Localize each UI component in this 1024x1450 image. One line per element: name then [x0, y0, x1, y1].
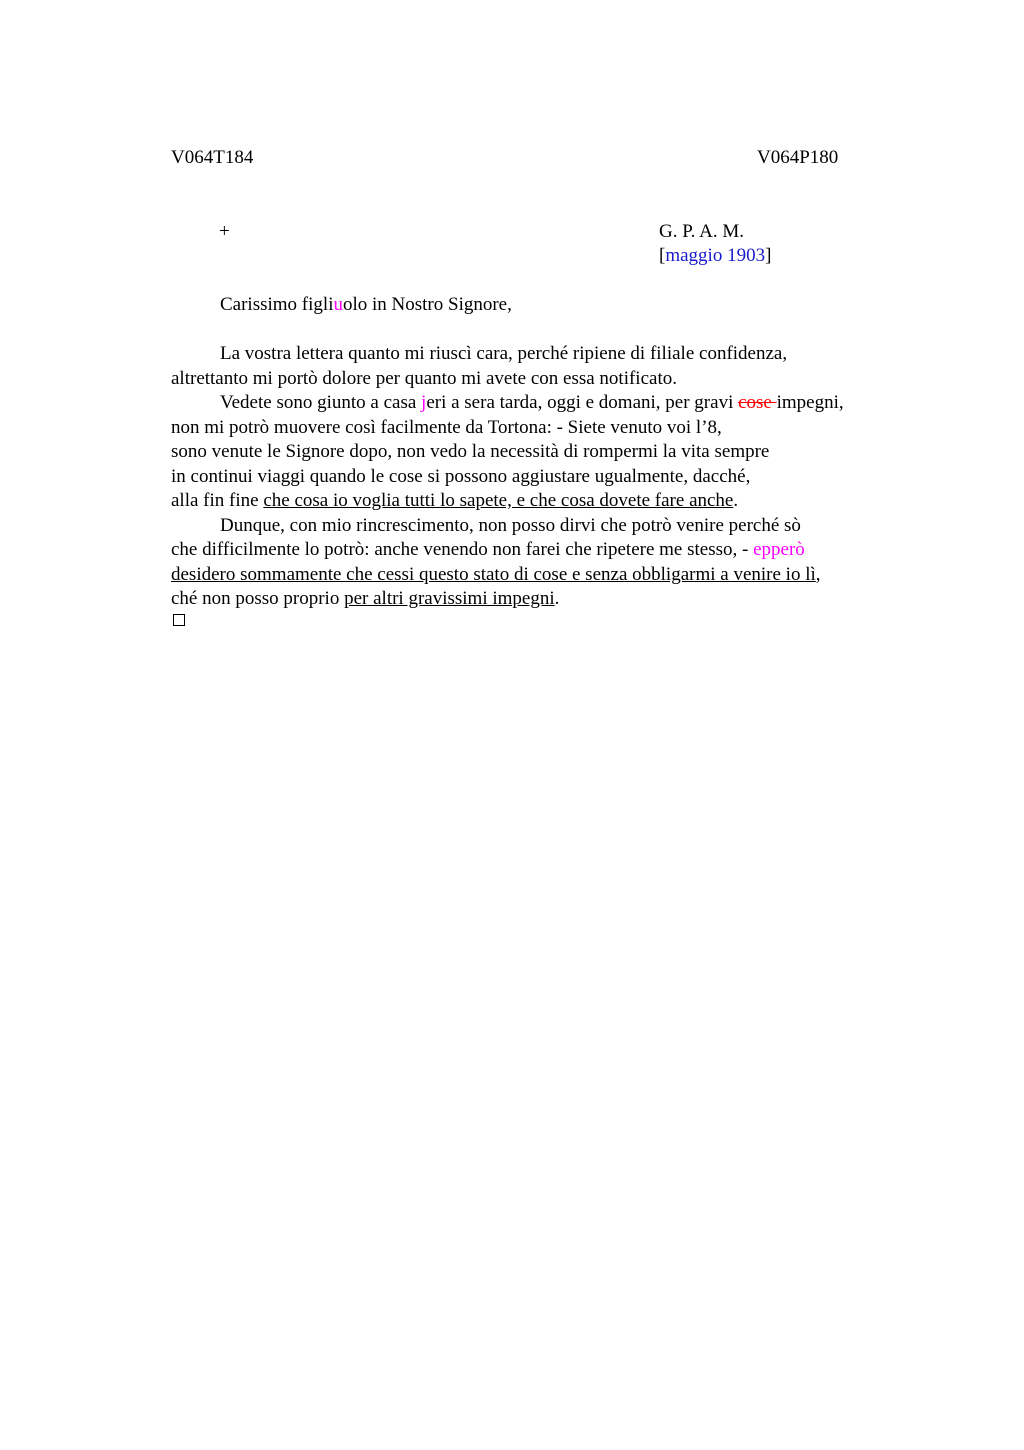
date-bracket-open: [ — [659, 245, 666, 266]
paragraph-1-line-2: altrettanto mi portò dolore per quanto mi avete con essa notificato. — [171, 367, 677, 389]
text-segment: . — [733, 490, 739, 511]
text-segment: . — [554, 588, 560, 609]
letter-initials: G. P. A. M. — [659, 221, 744, 242]
underlined-text: desidero sommamente che cessi questo stato di cose e senza obbligarmi a venire io lì — [171, 563, 816, 585]
text-segment: Vedete sono giunto a casa — [220, 392, 422, 413]
paragraph-1-line-1: La vostra lettera quanto mi riuscì cara, perché ripiene di filiale confidenza, — [220, 343, 788, 364]
date-bracket-close: ] — [765, 245, 772, 266]
paragraph-2-line-2: non mi potrò muovere così facilmente da Tortona: - Siete venuto voi l’8, — [171, 416, 722, 438]
text-segment: che difficilmente lo potrò: anche venendo non farei che ripetere me stesso, - — [171, 539, 754, 560]
salutation — [220, 293, 512, 317]
paragraph-3-line-1: Dunque, con mio rincrescimento, non posso dirvi che potrò venire perché sò — [220, 514, 801, 536]
underlined-text: per altri gravissimi impegni — [344, 588, 555, 609]
paragraph-2-line-1 — [171, 391, 931, 416]
paragraph-3-line-2 — [171, 538, 931, 563]
inserted-word: epperò — [753, 539, 805, 560]
paragraph-2-line-5 — [171, 489, 931, 514]
document-code-right: V064P180 — [757, 147, 839, 168]
text-segment: alla fin fine — [171, 490, 264, 511]
end-of-text-box-icon — [173, 614, 185, 626]
paragraph-3-line-4 — [171, 587, 931, 612]
underlined-text: che cosa io voglia tutti lo sapete, e che cosa dovete fare anche — [263, 490, 734, 511]
inserted-letter: j — [421, 392, 427, 413]
cross-symbol: + — [219, 221, 230, 242]
letter-body — [171, 342, 931, 612]
text-segment: impegni, — [776, 392, 844, 413]
text-segment: eri a sera tarda, oggi e domani, per gravi — [426, 392, 739, 413]
paragraph-2-line-4: in continui viaggi quando le cose si possono aggiustare ugualmente, dacché, — [171, 465, 751, 487]
salutation-text-start: Carissimo figli — [220, 294, 334, 315]
text-segment: , — [815, 563, 821, 585]
paragraph-3-line-3 — [171, 563, 931, 588]
document-code-left: V064T184 — [171, 147, 254, 168]
deleted-word: cose — [738, 392, 777, 413]
inserted-letter: u — [333, 294, 343, 315]
paragraph-2-line-3: sono venute le Signore dopo, non vedo la necessità di rompermi la vita sempre — [171, 441, 770, 462]
date-value: maggio 1903 — [665, 245, 766, 266]
salutation-text-end: olo in Nostro Signore, — [342, 294, 512, 315]
letter-date — [659, 244, 771, 268]
text-segment: ché non posso proprio — [171, 588, 345, 609]
